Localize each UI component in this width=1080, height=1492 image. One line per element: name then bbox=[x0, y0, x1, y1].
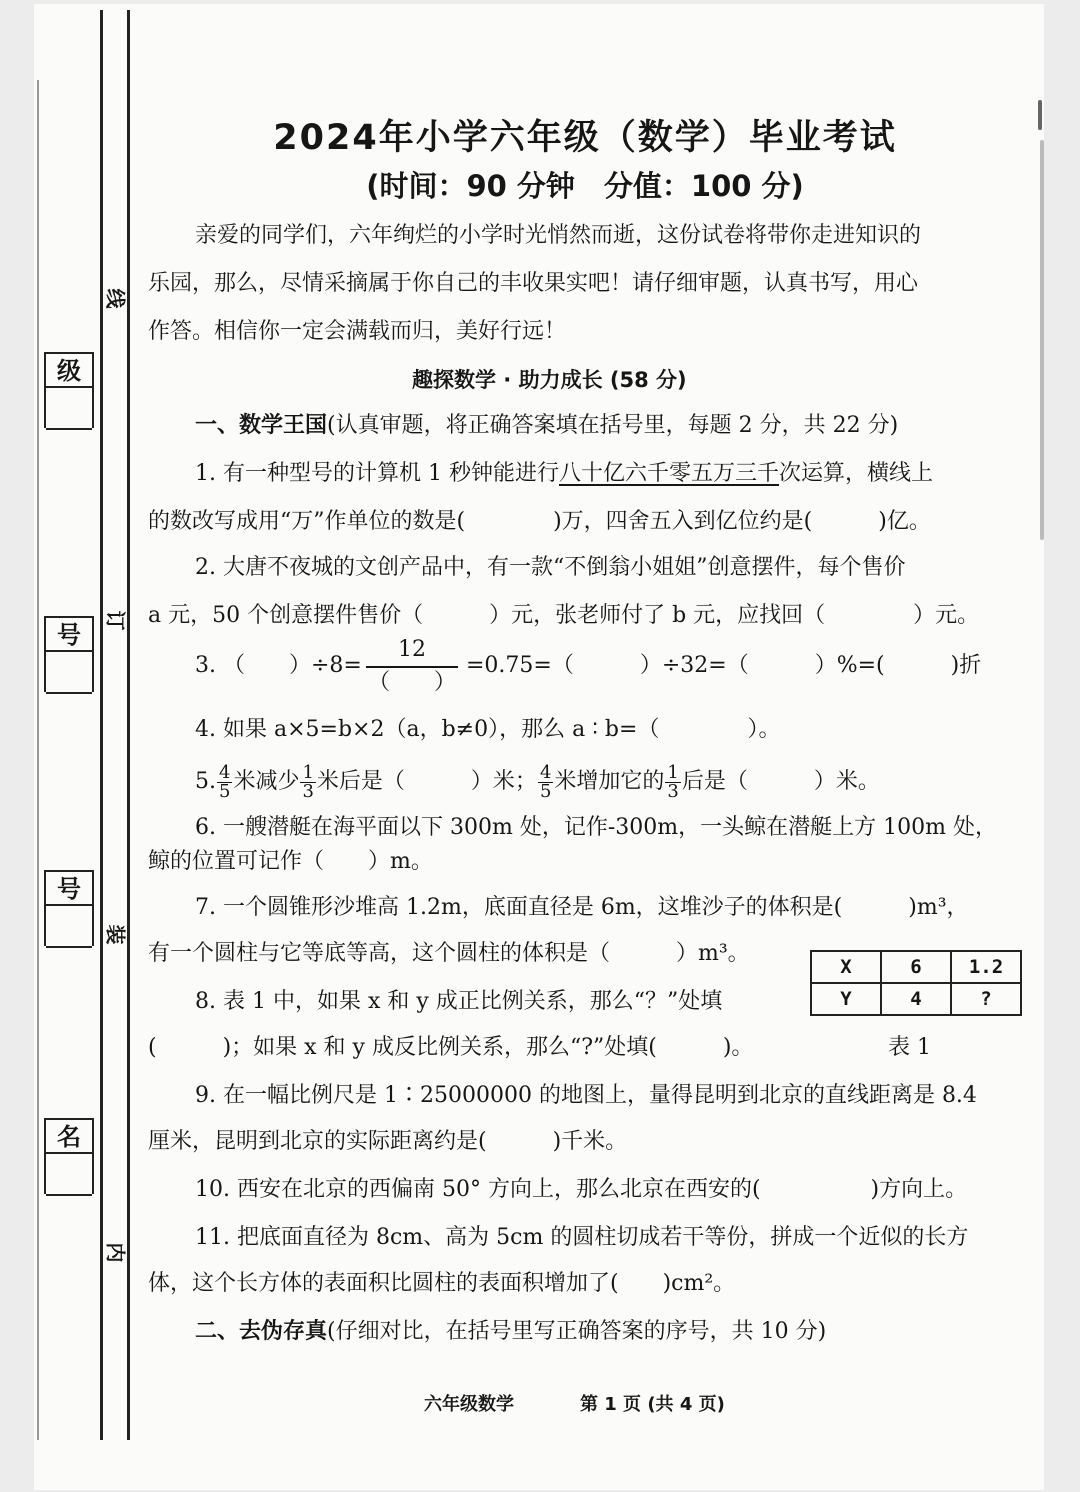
name-label: 名 bbox=[57, 1123, 81, 1151]
table-cell: 1.2 bbox=[951, 951, 1021, 983]
part2-heading-label: 二、去伪存真 bbox=[195, 1319, 328, 1344]
q5-fraction-3-num: 4 bbox=[539, 761, 552, 783]
seat-number-label: 号 bbox=[57, 621, 81, 649]
footer-subject: 六年级数学 bbox=[424, 1394, 514, 1415]
margin-char-install: 装 bbox=[103, 924, 128, 945]
q5-fraction-4-den: 3 bbox=[667, 780, 679, 802]
q5-text-5: 后是（ ）米。 bbox=[681, 769, 880, 794]
q11-line-1: 11. 把底面直径为 8cm、高为 5cm 的圆柱切成若干等份，拼成一个近似的长方 bbox=[195, 1225, 969, 1250]
q5-fraction-2 bbox=[300, 761, 315, 802]
q5-text-4: 米增加它的 bbox=[554, 769, 665, 794]
margin-char-inner: 内 bbox=[103, 1242, 128, 1263]
q11-line-2: 体，这个长方体的表面积比圆柱的表面积增加了( )cm²。 bbox=[148, 1271, 736, 1296]
q5-text-3: 米后是（ ）米； bbox=[316, 769, 537, 794]
q3-fraction-numerator: 12 bbox=[366, 636, 458, 668]
q5-line bbox=[195, 762, 880, 802]
page-edge-line bbox=[37, 80, 39, 1440]
part2-instruction: (仔细对比，在括号里写正确答案的序号，共 10 分) bbox=[327, 1319, 827, 1344]
student-id-field[interactable] bbox=[46, 904, 92, 948]
q1-text-a: 1. 有一种型号的计算机 1 秒钟能进行 bbox=[195, 461, 559, 486]
q5-fraction-1-den: 5 bbox=[219, 780, 231, 802]
table-cell: 6 bbox=[881, 951, 951, 983]
q8-line-1: 8. 表 1 中，如果 x 和 y 成正比例关系，那么“？”处填 bbox=[195, 989, 723, 1014]
intro-line-3: 作答。相信你一定会满载而归，美好行远！ bbox=[148, 319, 567, 344]
q3-right: =0.75=（ ）÷32=（ ）%=( )折 bbox=[466, 653, 982, 678]
q7-line-1: 7. 一个圆锥形沙堆高 1.2m，底面直径是 6m，这堆沙子的体积是( )m³， bbox=[195, 895, 969, 920]
part1-heading bbox=[195, 412, 898, 440]
table-1-caption: 表 1 bbox=[888, 1035, 931, 1060]
q10-line: 10. 西安在北京的西偏南 50° 方向上，那么北京在西安的( )方向上。 bbox=[195, 1177, 968, 1202]
table-cell: 4 bbox=[881, 983, 951, 1015]
q1-text-b: 次运算，横线上 bbox=[778, 461, 933, 486]
table-row bbox=[811, 951, 1021, 983]
class-box bbox=[44, 352, 94, 428]
q1-underlined-number: 八十亿六千零五万三千 bbox=[558, 461, 779, 486]
name-box bbox=[44, 1118, 94, 1194]
q5-fraction-4-num: 1 bbox=[667, 761, 679, 783]
table-row bbox=[811, 983, 1021, 1015]
seat-number-box bbox=[44, 616, 94, 692]
q3-fraction bbox=[366, 636, 458, 696]
q1-line-2: 的数改写成用“万”作单位的数是( )万，四舍五入到亿位约是( )亿。 bbox=[148, 509, 931, 534]
q2-line-1: 2. 大唐不夜城的文创产品中，有一款“不倒翁小姐姐”创意摆件，每个售价 bbox=[195, 555, 906, 580]
q5-fraction-3-den: 5 bbox=[539, 780, 552, 802]
exam-subtitle: (时间：90 分钟 分值：100 分) bbox=[366, 169, 804, 203]
class-label: 级 bbox=[57, 357, 81, 385]
q9-line-1: 9. 在一幅比例尺是 1∶25000000 的地图上，量得昆明到北京的直线距离是 8.4 bbox=[195, 1083, 977, 1108]
student-id-label: 号 bbox=[57, 875, 81, 903]
margin-char-line: 线 bbox=[103, 288, 128, 309]
table-cell: X bbox=[811, 951, 881, 983]
part2-heading bbox=[195, 1318, 826, 1346]
q3-fraction-denominator: （ ） bbox=[367, 670, 456, 695]
table-1 bbox=[810, 950, 1022, 1016]
binding-line-right bbox=[127, 10, 130, 1440]
table-cell: ? bbox=[951, 983, 1021, 1015]
q4-line: 4. 如果 a×5=b×2（a，b≠0），那么 a ∶ b=（ ）。 bbox=[195, 717, 781, 742]
part1-heading-label: 一、数学王国 bbox=[195, 413, 328, 438]
q6-line-1: 6. 一艘潜艇在海平面以下 300m 处，记作-300m，一头鲸在潜艇上方 100m 处， bbox=[195, 815, 997, 840]
q5-fraction-3 bbox=[538, 761, 553, 802]
q9-line-2: 厘米，昆明到北京的实际距离约是( )千米。 bbox=[148, 1129, 628, 1154]
q6-line-2: 鲸的位置可记作（ ）m。 bbox=[148, 849, 433, 874]
q1-line-1 bbox=[195, 460, 933, 488]
q5-fraction-2-num: 1 bbox=[302, 761, 314, 783]
margin-char-bind: 订 bbox=[103, 610, 128, 631]
scrollbar-track[interactable] bbox=[1040, 140, 1044, 540]
q8-line-2: ( )；如果 x 和 y 成反比例关系，那么“?”处填( )。 bbox=[148, 1035, 754, 1060]
footer-page: 第 1 页 (共 4 页) bbox=[580, 1394, 725, 1415]
intro-line-2: 乐园，那么，尽情采摘属于你自己的丰收果实吧！请仔细审题，认真书写，用心 bbox=[148, 271, 919, 296]
student-id-box bbox=[44, 870, 94, 946]
seat-number-field[interactable] bbox=[46, 650, 92, 694]
binding-line-left bbox=[100, 10, 103, 1440]
intro-line-1: 亲爱的同学们，六年绚烂的小学时光悄然而逝，这份试卷将带你走进知识的 bbox=[195, 223, 922, 248]
table-cell: Y bbox=[811, 983, 881, 1015]
q5-text-2: 米减少 bbox=[233, 769, 300, 794]
exam-title: 2024年小学六年级（数学）毕业考试 bbox=[273, 118, 897, 158]
q2-line-2: a 元，50 个创意摆件售价（ ）元，张老师付了 b 元，应找回（ ）元。 bbox=[148, 603, 980, 628]
q5-fraction-2-den: 3 bbox=[302, 780, 314, 802]
part1-instruction: (认真审题，将正确答案填在括号里，每题 2 分，共 22 分) bbox=[327, 413, 899, 438]
q3-left: 3. （ ）÷8= bbox=[195, 653, 362, 678]
q5-fraction-1 bbox=[217, 761, 232, 802]
q5-fraction-1-num: 4 bbox=[219, 761, 231, 783]
q5-fraction-4 bbox=[665, 761, 680, 802]
q5-number: 5. bbox=[195, 769, 216, 794]
section-title: 趣探数学 · 助力成长 (58 分) bbox=[412, 368, 687, 392]
class-field[interactable] bbox=[46, 386, 92, 430]
q7-line-2: 有一个圆柱与它等底等高，这个圆柱的体积是（ ）m³。 bbox=[148, 941, 750, 966]
scrollbar-thumb[interactable] bbox=[1038, 100, 1042, 130]
name-field[interactable] bbox=[46, 1152, 92, 1196]
